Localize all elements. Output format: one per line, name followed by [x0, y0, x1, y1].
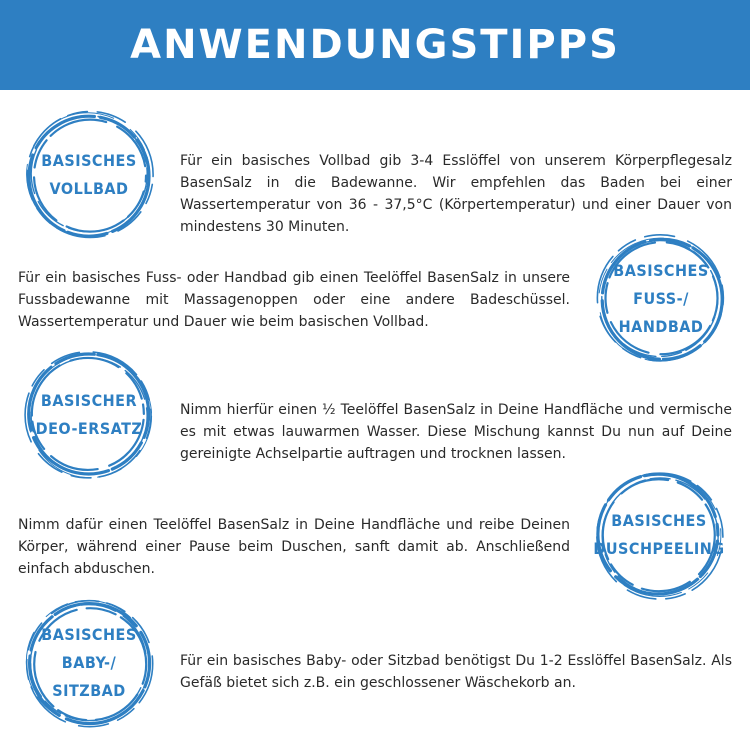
badge-label [594, 232, 728, 366]
badge-duschpeeling [592, 468, 726, 602]
badge-line: DEO-ERSATZ [35, 419, 143, 438]
tip-text-fuss-handbad: Für ein basisches Fuss- oder Handbad gib einen Teelöffel BasenSalz in unsere Fussbadewanne mit Massagenoppen oder eine andere Badeschüssel. Wassertemperatur und Dauer wie beim basischen Vollbad. [18, 270, 570, 330]
header-banner [0, 0, 750, 90]
badge-vollbad [22, 108, 156, 242]
badge-label [22, 348, 156, 482]
tip-text-duschpeeling: Nimm dafür einen Teelöffel BasenSalz in Deine Handfläche und reibe Deinen Körper, während einer Pause beim Duschen, sanft damit ab. Anschließend einfach abduschen. [18, 517, 570, 577]
badge-line: VOLLBAD [49, 179, 129, 198]
tip-text-deo-ersatz: Nimm hierfür einen ½ Teelöffel BasenSalz in Deine Handfläche und vermische es mit etwas lauwarmen Wasser. Diese Mischung kannst Du nun auf Deine gereinigte Achselpartie auftragen und trocknen lassen. [180, 402, 732, 462]
badge-line: BASISCHES [41, 151, 137, 170]
page-title: ANWENDUNGSTIPPS [130, 22, 620, 68]
badge-line: HANDBAD [618, 317, 704, 336]
badge-line: BASISCHES [611, 511, 707, 530]
badge-line: BASISCHES [613, 261, 709, 280]
badge-label [22, 108, 156, 242]
badge-line: BABY-/ [61, 653, 117, 672]
badge-fuss-handbad [594, 232, 728, 366]
badge-line: FUSS-/ [633, 289, 689, 308]
badge-line: BASISCHER [40, 391, 138, 410]
badge-label [592, 468, 726, 602]
tip-text-vollbad: Für ein basisches Vollbad gib 3-4 Esslöffel von unserem Körperpflegesalz BasenSalz in die Badewanne. Wir empfehlen das Baden bei einer Wassertemperatur von 36 - 37,5°C (Körpertemperatur) und einer Dauer von mindestens 30 Minuten. [180, 153, 732, 235]
badge-line: DUSCHPEELING [593, 539, 725, 558]
badge-line: SITZBAD [52, 681, 126, 700]
tip-text-baby-sitzbad: Für ein basisches Baby- oder Sitzbad benötigst Du 1-2 Esslöffel BasenSalz. Als Gefäß bietet sich z.B. ein geschlossener Wäschekorb an. [180, 653, 732, 691]
badge-line: BASISCHES [41, 625, 137, 644]
badge-label [22, 596, 156, 730]
badge-deo-ersatz [22, 348, 156, 482]
badge-baby-sitzbad [22, 596, 156, 730]
